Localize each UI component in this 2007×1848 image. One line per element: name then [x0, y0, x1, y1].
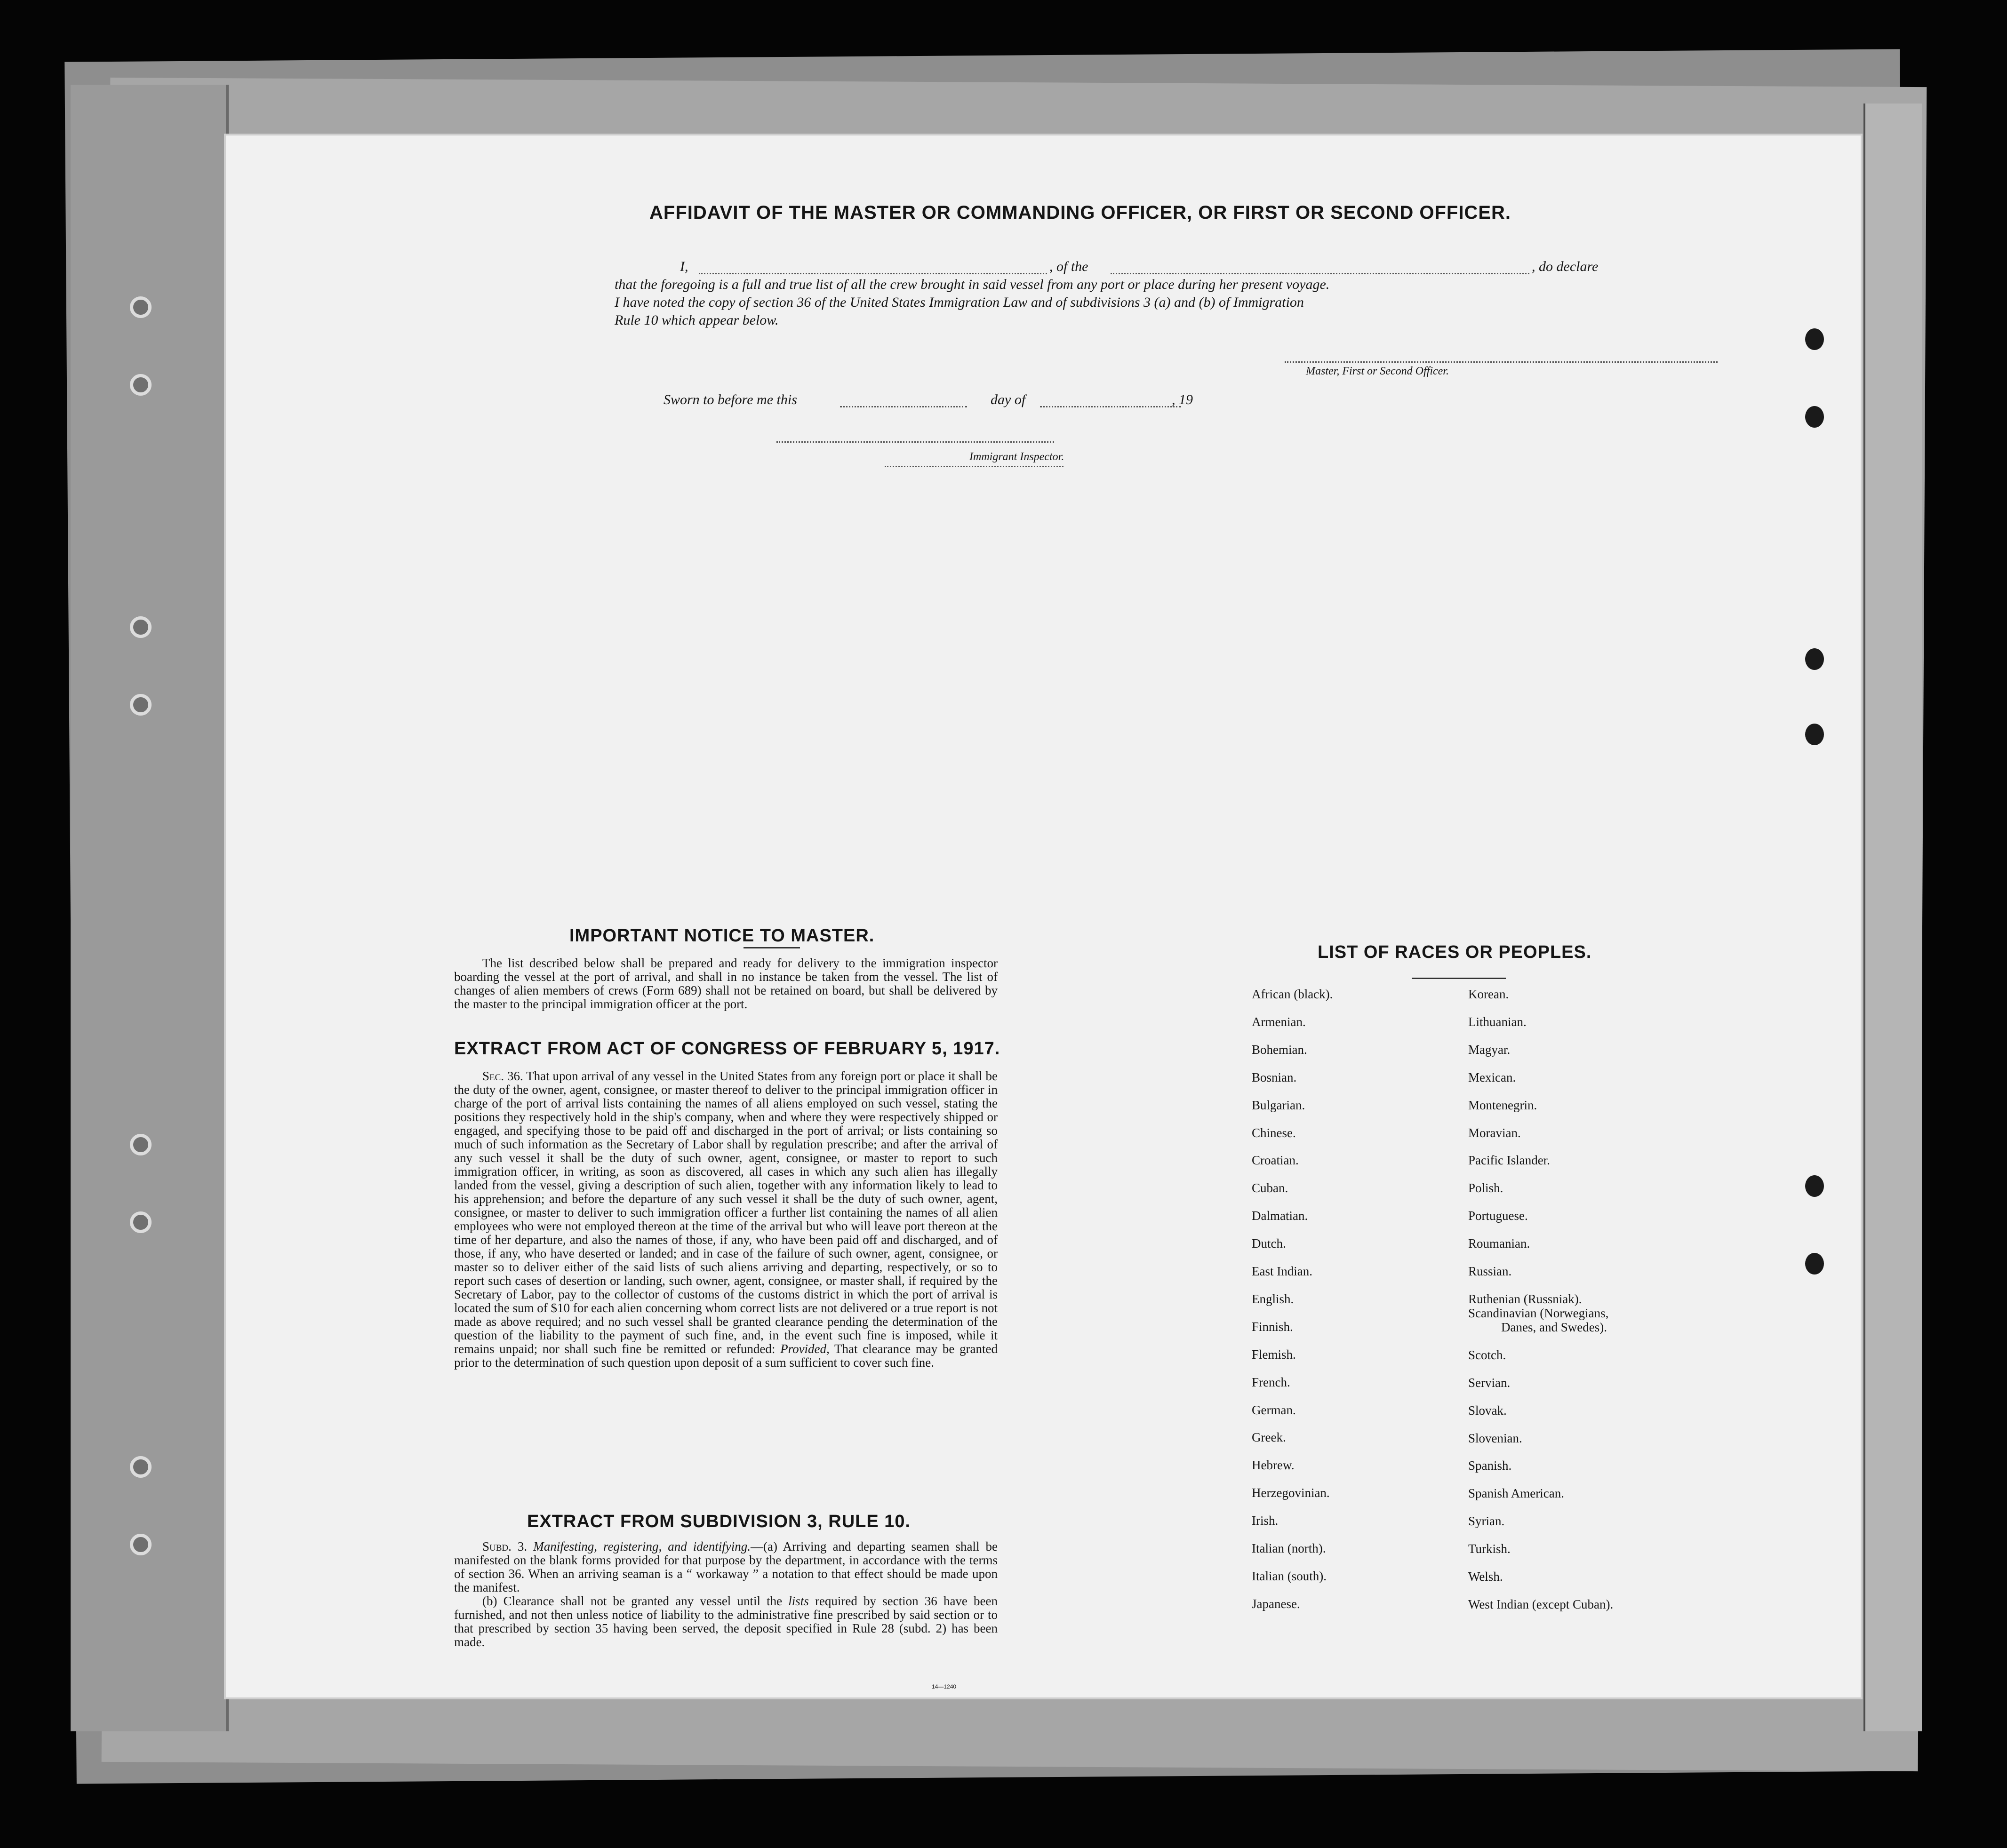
subd-para-b-lists: lists [788, 1594, 809, 1608]
punch-hole-icon [130, 374, 152, 396]
race-left-item: Bosnian. [1252, 1070, 1297, 1084]
race-right-item: Mexican. [1468, 1070, 1516, 1084]
affidavit-of-the-label: , of the [1049, 259, 1088, 274]
name-blank [699, 273, 1047, 274]
affidavit-i-label: I, [680, 259, 688, 274]
race-left-item: German. [1252, 1402, 1296, 1417]
subd-para-b-pre: (b) Clearance shall not be granted any vessel until the [482, 1594, 783, 1608]
affidavit-line-2: that the foregoing is a full and true list of all the crew brought in said vessel from any port or place during her present voyage. [615, 277, 1330, 292]
master-signature-line [1285, 361, 1718, 363]
race-right-item: Slovenian. [1468, 1431, 1522, 1445]
race-left-item: Irish. [1252, 1513, 1279, 1528]
subd-heading: Manifesting, registering, and identifying. [533, 1539, 751, 1553]
race-right-item: Welsh. [1468, 1569, 1503, 1584]
race-right-item: Ruthenian (Russniak). [1468, 1291, 1582, 1306]
affidavit-do-declare: , do declare [1532, 259, 1599, 274]
punch-hole-icon [130, 1534, 152, 1555]
race-left-item: Dalmatian. [1252, 1209, 1308, 1223]
race-left-item: African (black). [1252, 987, 1333, 1001]
race-right-item: Russian. [1468, 1264, 1512, 1278]
race-left-item: Japanese. [1252, 1596, 1300, 1611]
race-right-item: West Indian (except Cuban). [1468, 1597, 1614, 1611]
race-right-item: Moravian. [1468, 1125, 1521, 1140]
races-title: LIST OF RACES OR PEOPLES. [1318, 942, 1592, 962]
inspector-signature-line [776, 441, 1054, 443]
race-right-item: Turkish. [1468, 1542, 1511, 1556]
race-right-item: Scotch. [1468, 1347, 1506, 1362]
race-right-item: Servian. [1468, 1375, 1511, 1390]
subd-label: Subd. 3. [482, 1539, 528, 1553]
extract-rule-body [454, 1540, 998, 1649]
punch-hole-icon [130, 616, 152, 638]
manifest-sheet [226, 135, 1861, 1697]
form-number: 14—1240 [932, 1683, 957, 1690]
race-left-item: Armenian. [1252, 1014, 1306, 1029]
race-left-item: Croatian. [1252, 1153, 1299, 1168]
race-left-item: East Indian. [1252, 1264, 1312, 1278]
race-left-item: Finnish. [1252, 1319, 1293, 1334]
sworn-label: Sworn to before me this [664, 392, 797, 407]
race-left-item: Dutch. [1252, 1236, 1286, 1251]
race-right-item: Lithuanian. [1468, 1014, 1527, 1029]
vessel-blank [1111, 273, 1529, 274]
sec-36-text: That upon arrival of any vessel in the United States from any foreign port or place it shall be the duty of the owner, agent, consignee, or master thereof to deliver to the principal immigration officer in charge of the port of arrival lists containing the names of all aliens employed on such vessel, stating the positions they respectively hold in the ship's company, when and where they were respectively shipped or engaged, and specifying those to be paid off and discharged in the port of arrival; or lists containing so much of such information as the Secretary of Labor shall by regulation prescribe; and after the arrival of any such vessel it shall be the duty of such owner, agent, consignee, or master to report to such immigration officer, in writing, as soon as discovered, all cases in which any such alien has illegally landed from the vessel, giving a description of such alien, together with any information likely to lead to his apprehension; and before the departure of any such vessel it shall be the duty of such owner, agent, consignee, or master to deliver to such immigration officer a further list containing the names of all alien employees who were not employed thereon at the time of the arrival but who will leave port thereon at the time of her departure, and also the names of those, if any, who have been paid off and discharged, and of those, if any, who have deserted or landed; and in case of the failure of such owner, agent, consignee, or master so to deliver either of the said lists of such aliens arriving and departing, respectively, or so to report such cases of desertion or landing, such owner, agent, consignee, or master shall, if required by the Secretary of Labor, pay to the collector of customs of the customs district in which the port of arrival is located the sum of $10 for each alien concerning whom correct lists are not delivered or a true report is not made as above required; and no such vessel shall be granted clearance pending the determination of the question of the liability to the payment of such fine, and, in the event such fine is imposed, while it remains unpaid; nor shall such fine be remitted or refunded: [454, 1069, 998, 1356]
subd-para-a: —(a) Arriving and departing seamen shall be manifested on the blank forms provided for that purpose by the department, in accordance with the terms of section 36. When an arriving seaman is a “ workaway ” a notation to that effect should be made upon the manifest. [454, 1539, 998, 1594]
year-label: , 19 [1172, 392, 1193, 407]
race-right-item: Spanish American. [1468, 1486, 1564, 1501]
provided-label: Provided, [780, 1342, 830, 1356]
inspector-label: Immigrant Inspector. [969, 451, 1064, 463]
race-right-item: Scandinavian (Norwegians, [1468, 1306, 1609, 1320]
sheet-hole-icon [1805, 328, 1824, 350]
race-left-item: Italian (north). [1252, 1541, 1326, 1555]
sheet-hole-icon [1805, 1253, 1824, 1274]
affidavit-line-4: Rule 10 which appear below. [615, 312, 779, 328]
race-left-item: Bulgarian. [1252, 1098, 1305, 1112]
sworn-day-blank [840, 406, 967, 407]
race-right-item: Magyar. [1468, 1042, 1511, 1057]
race-left-item: Herzegovinian. [1252, 1486, 1330, 1500]
binder-strip [71, 85, 229, 1731]
inspector-signature-line-2 [885, 466, 1063, 467]
race-right-item: Syrian. [1468, 1514, 1505, 1529]
race-left-item: Cuban. [1252, 1181, 1288, 1195]
notice-title: IMPORTANT NOTICE TO MASTER. [569, 926, 875, 946]
affidavit-title: AFFIDAVIT OF THE MASTER OR COMMANDING OFFICER, OR FIRST OR SECOND OFFICER. [649, 202, 1511, 223]
race-left-item: Bohemian. [1252, 1042, 1307, 1057]
race-left-item: English. [1252, 1291, 1294, 1306]
race-right-item: Polish. [1468, 1181, 1503, 1195]
sec-label: Sec. 36. [482, 1069, 523, 1083]
subd-para-b-post: required by section 36 have been furnished, and not then unless notice of liability to the administrative fine prescribed by said section or to that prescribed by section 35 having been served, the deposit specified in Rule 28 (subd. 2) has been made. [454, 1594, 998, 1649]
sworn-month-blank [1040, 406, 1181, 407]
punch-hole-icon [130, 1211, 152, 1233]
page-stack-edge [1863, 104, 1922, 1731]
race-left-item: Flemish. [1252, 1347, 1296, 1362]
race-left-item: Hebrew. [1252, 1458, 1295, 1473]
race-right-item: Danes, and Swedes). [1501, 1320, 1607, 1334]
sec-36-tail: That clearance may be granted prior to the determination of such question upon deposit of a sum sufficient to cover such fine. [454, 1342, 998, 1370]
sheet-hole-icon [1805, 648, 1824, 670]
sheet-hole-icon [1805, 724, 1824, 745]
day-of-label: day of [991, 392, 1026, 407]
extract-rule-title: EXTRACT FROM SUBDIVISION 3, RULE 10. [527, 1512, 911, 1531]
punch-hole-icon [130, 1456, 152, 1478]
race-right-item: Pacific Islander. [1468, 1153, 1550, 1168]
race-right-item: Spanish. [1468, 1458, 1512, 1473]
title-rule [744, 947, 800, 948]
races-title-rule [1412, 978, 1506, 979]
race-right-item: Portuguese. [1468, 1209, 1528, 1223]
race-left-item: Chinese. [1252, 1125, 1296, 1140]
sheet-hole-icon [1805, 406, 1824, 428]
extract-act-title: EXTRACT FROM ACT OF CONGRESS OF FEBRUARY 5, 1917. [454, 1039, 1000, 1059]
master-signature-label: Master, First or Second Officer. [1306, 365, 1449, 377]
race-right-item: Montenegrin. [1468, 1098, 1537, 1112]
punch-hole-icon [130, 694, 152, 716]
race-left-item: French. [1252, 1375, 1290, 1389]
sheet-hole-icon [1805, 1175, 1824, 1197]
notice-body: The list described below shall be prepared and ready for delivery to the immigration inspector boarding the vessel at the port of arrival, and shall in no instance be taken from the vessel. The list of changes of alien members of crews (Form 689) shall not be retained on board, but shall be delivered by the master to the principal immigration officer at the port. [454, 956, 998, 1011]
race-left-item: Italian (south). [1252, 1569, 1327, 1583]
punch-hole-icon [130, 1134, 152, 1155]
extract-act-body [454, 1069, 998, 1370]
punch-hole-icon [130, 296, 152, 318]
race-right-item: Roumanian. [1468, 1236, 1530, 1251]
affidavit-line-3: I have noted the copy of section 36 of the United States Immigration Law and of subdivisions 3 (a) and (b) of Immigration [615, 295, 1304, 310]
race-right-item: Slovak. [1468, 1403, 1507, 1418]
race-right-item: Korean. [1468, 987, 1509, 1001]
race-left-item: Greek. [1252, 1430, 1286, 1445]
